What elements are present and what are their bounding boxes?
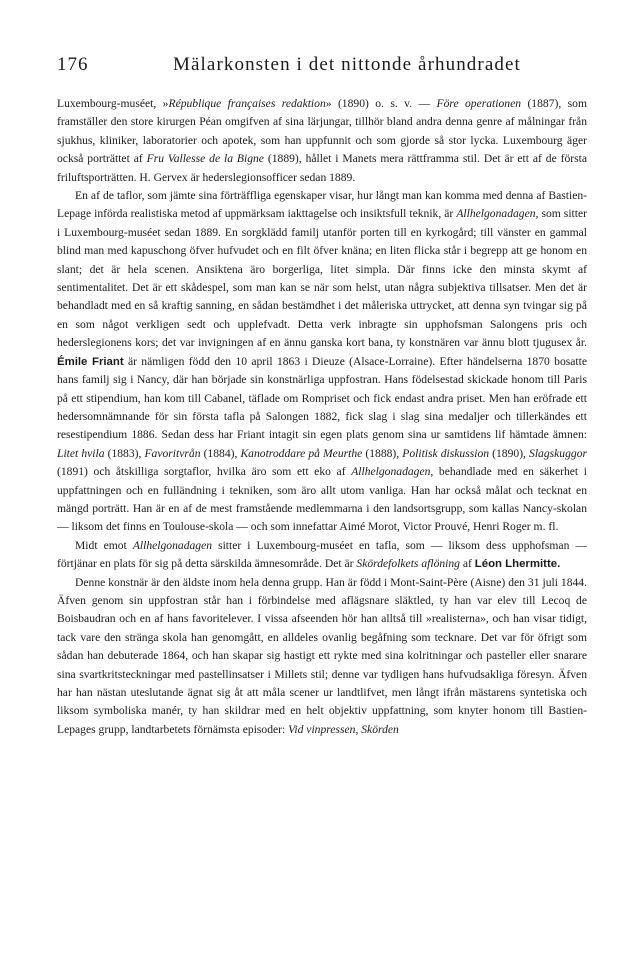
text-run: sitter i Luxembourg-muséet en tafla, som — liksom dess upphofsman — förtjänar en plats för sig på detta särskilda ämnesområde. Det är <box>57 538 588 571</box>
text-run: (1887), som framställer den store kirurgen Péan omgifven af sina lärjungar, tillhör bland andra denna genre af målningar från sjukhus, kliniker, laboratorier och apotek, som han uppfunnit och som gjorde så stor lycka. Luxembourg äger också porträttet af <box>57 97 587 166</box>
italic-title: Litet hvila <box>57 446 105 460</box>
italic-title: Favoritvrån <box>144 446 201 460</box>
text-run: (1888), <box>362 446 403 460</box>
text-run: Denne konstnär är den äldste inom hela denna grupp. Han är född i Mont-Saint-Père (Aisne) den 31 juli 1844. Äfven genom sin uppfostran står han i förbindelse med aflägsnare släktled, ty han var elev till Lecoq de Boisbaudran och en af hans favoritelever. I vissa afseenden hör han alltså till »realisterna», och han visar tidigt, tack vare den stränga skola han genomgått, en alldeles ovanlig begåfning som tecknare. Det var för öfrigt som sådan han debuterade 1864, och han skapar sig hastigt ett rykte med sina kolritningar och pasteller eller snarare sina svartkritsteckningar med pastellinsatser i Millets stil; denne var tydligen hans hufvudsakliga föresyn. Äfven har han nästan uteslutande ägnat sig åt att måla scener ur landtlifvet, men långt ifrån mästarens syntetiska och liksom symboliska manér, ty han skildrar med en helt objektiv uppfattning, som knyter honom till Bastien-Lepages grupp, landtarbetets förnämsta episoder: <box>57 575 587 736</box>
text-run: (1889), hållet i Manets mera rättframma stil. Det är ett af de första friluftsporträtten. H. Gervex är hederslegionsofficer sedan 1889. <box>57 152 588 184</box>
artist-name: Émile Friant <box>57 355 124 368</box>
paragraph <box>57 574 587 740</box>
text-run: (1884), <box>200 446 241 460</box>
text-run: , behandlade med en säkerhet i uppfattningen och en fulländning i tekniken, som äro allt utom vanliga. Han har också målat och tecknat en mängd porträtt. Han är en af de mest framstående medlemmarna i den landsortsgrupp, som kallas Nancy-skolan — liksom det finns en Toulouse-skola — och som innefattar Aimé Morot, Victor Prouvé, Henri Roger m. fl. <box>57 465 587 534</box>
italic-title: République françaises redaktion <box>168 97 326 110</box>
italic-title: Vid vinpressen <box>288 722 356 736</box>
italic-title: Slagskuggor <box>529 446 587 460</box>
italic-title: Allhelgonadagen <box>456 207 536 221</box>
text-run: (1891) och åtskilliga sorgtaflor, hvilka äro som ett eko af <box>57 465 352 479</box>
paragraph <box>57 95 587 187</box>
text-run: , som sitter i Luxembourg-muséet sedan 1889. En sorgklädd familj utanför porten till en kyrkogård; till vänster en gammal blind man med kapuschong öfver hufvudet och en filt öfver knäna; en liten flicka står i begrepp att ge honom en slant; det är hela scenen. Ansiktena äro borgerliga, litet simpla. Där finns icke den minsta skymt af sentimentalitet. Det är ett skådespel, som man kan se när som helst, utan några subjektiva tillsatser. Men det är behandladt med en så kraftig sanning, en sådan bestämdhet i det måleriska uttrycket, att denna syn tvingar sig på en som något verkligen sedt och upplefvadt. Detta verk inbragte sin upphofsman Salongens pris och hederslegionens kors; det var invigningen af en ännu ganska kort bana, ty konstnären var ännu blott tjugusex år. <box>57 207 587 350</box>
italic-title: Kanotroddare på Meurthe <box>240 446 363 460</box>
body-text <box>57 95 587 739</box>
page-number: 176 <box>57 54 89 75</box>
text-run: är nämligen född den 10 april 1863 i Dieuze (Alsace-Lorraine). Efter händelserna 1870 bosatte hans familj sig i Nancy, där han började sin konstnärliga uppfostran. Hans födelsestad skickade honom till Paris på ett stipendium, han kom till Cabanel, täflade om Rompriset och fick endast andra priset. Men han eröfrade ett hedersomnämnande för sin första tafla på Salongen 1882, fick slag i slag sina medaljer och tillerkändes ett resestipendium 1886. Sedan dess har Friant intagit sin egen plats genom sina ur samtidens lif hämtade ämnen: <box>57 354 587 442</box>
italic-title: Före operationen <box>436 97 522 110</box>
text-run: , <box>355 722 362 736</box>
italic-title: Skördefolkets aflöning <box>356 557 460 571</box>
paragraph <box>57 537 587 574</box>
text-run: af <box>459 557 475 571</box>
text-run: Luxembourg-muséet, » <box>57 97 169 110</box>
text-run: En af de taflor, som jämte sina förträffliga egenskaper visar, hur långt man kan komma med denna af Bastien-Lepage införda realistiska metod af uppmärksam iakttagelse och insiktsfull teknik, är <box>57 189 587 221</box>
artist-name: Léon Lhermitte. <box>474 558 561 571</box>
italic-title: Allhelgonadagen <box>351 465 431 479</box>
text-run: » (1890) o. s. v. — <box>325 97 437 110</box>
page-header <box>57 54 587 84</box>
italic-title: Skörden <box>361 722 399 736</box>
paragraph <box>57 187 587 537</box>
text-run: (1890), <box>489 446 530 460</box>
text-run: Midt emot <box>75 538 133 552</box>
italic-title: Fru Vallesse de la Bigne <box>146 152 264 166</box>
italic-title: Politisk diskussion <box>402 446 490 460</box>
running-title: Mälarkonsten i det nittonde århundradet <box>173 54 521 75</box>
italic-title: Allhelgonadagen <box>132 538 213 552</box>
text-run: (1883), <box>104 446 145 460</box>
